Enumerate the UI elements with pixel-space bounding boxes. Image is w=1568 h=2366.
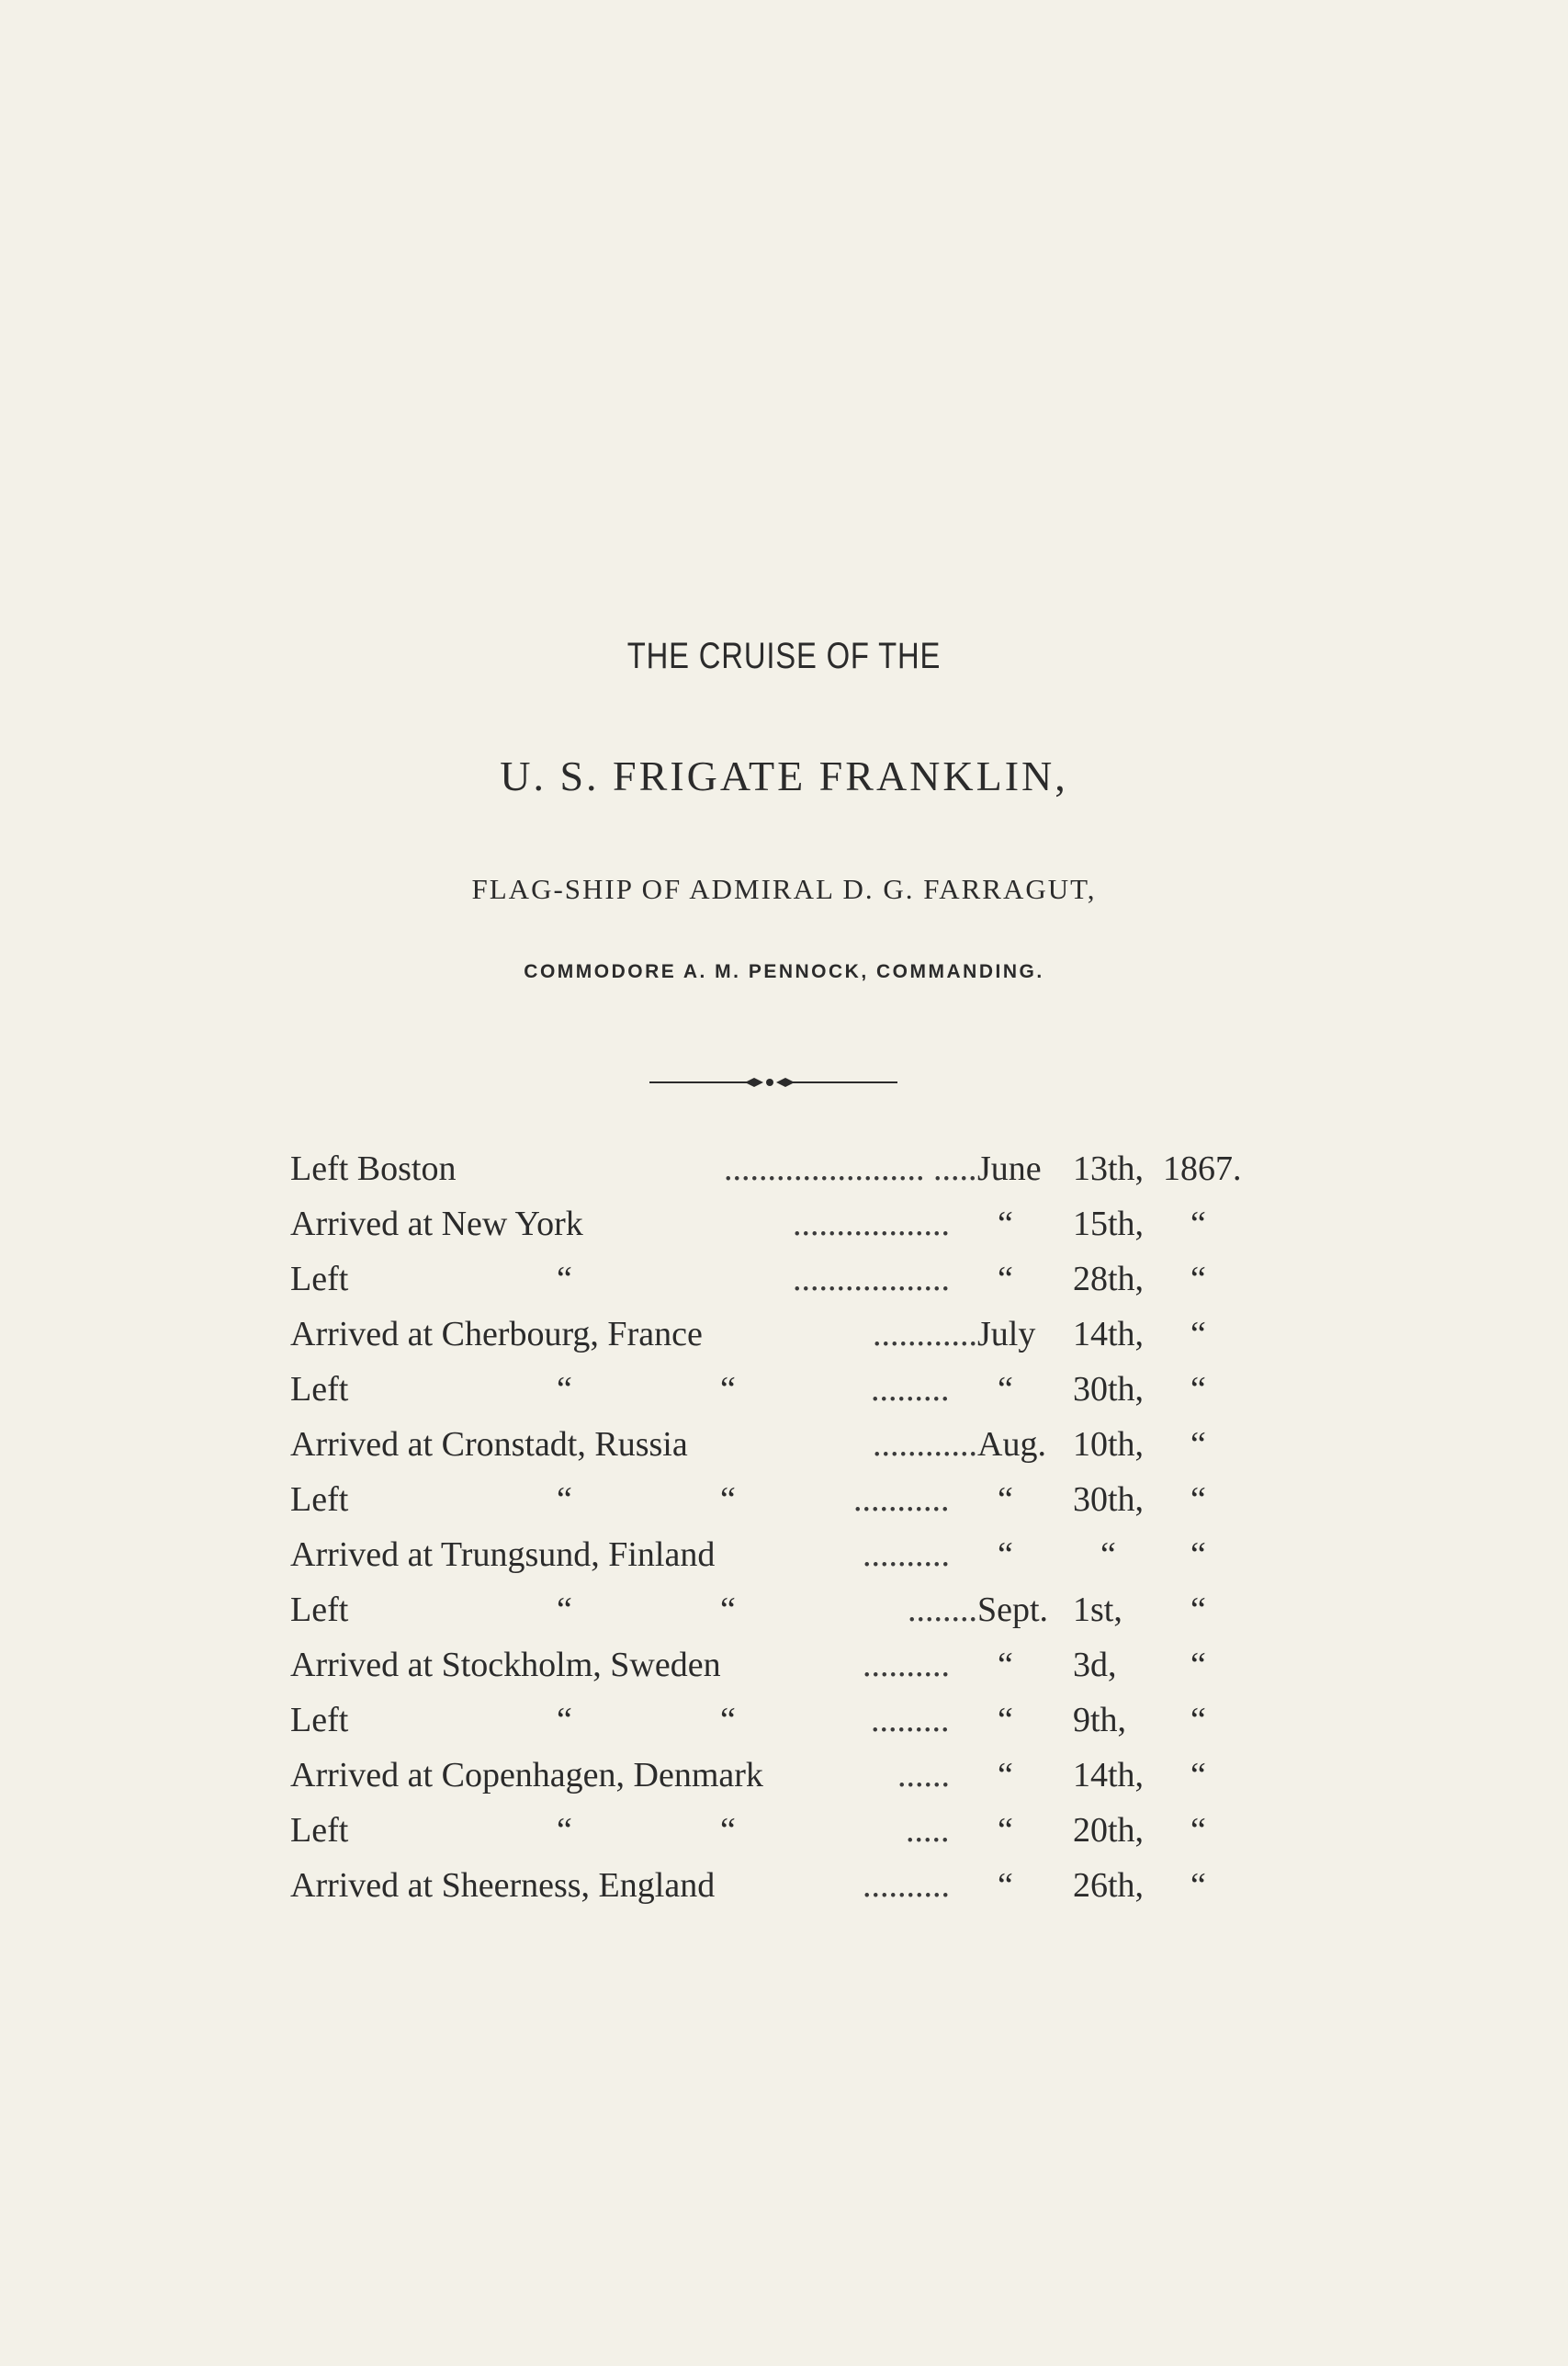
itinerary-place: Left — [290, 1370, 349, 1409]
itinerary-row — [290, 1259, 1273, 1314]
itinerary-leader-dots: ........... — [853, 1480, 950, 1519]
itinerary-month: “ — [998, 1480, 1013, 1519]
title-flagship: FLAG-SHIP OF ADMIRAL D. G. FARRAGUT, — [471, 873, 1097, 905]
itinerary-place: Left — [290, 1480, 349, 1519]
itinerary-leader-dots: ............ — [873, 1315, 977, 1353]
itinerary-place: Arrived at New York — [290, 1205, 583, 1243]
itinerary-ditto: “ — [557, 1370, 572, 1409]
itinerary-year: “ — [1190, 1866, 1206, 1905]
itinerary-month: “ — [998, 1260, 1013, 1298]
itinerary-day: 10th, — [1073, 1425, 1145, 1464]
itinerary-row — [290, 1424, 1273, 1479]
title-line-1: THE CRUISE OF THE — [626, 636, 942, 676]
itinerary-year: “ — [1190, 1701, 1206, 1739]
itinerary-row — [290, 1369, 1273, 1424]
itinerary-day: 3d, — [1073, 1646, 1117, 1684]
itinerary-place: Left — [290, 1701, 349, 1739]
itinerary-place: Left — [290, 1811, 349, 1850]
itinerary-place: Left — [290, 1260, 349, 1298]
itinerary-leader-dots: ............ — [873, 1425, 977, 1464]
itinerary-leader-dots: .......... — [863, 1535, 950, 1574]
itinerary-year: “ — [1190, 1535, 1206, 1574]
itinerary-year: “ — [1190, 1646, 1206, 1684]
itinerary-month: “ — [998, 1370, 1013, 1409]
itinerary-ditto: “ — [557, 1701, 572, 1739]
itinerary-day: “ — [1100, 1535, 1116, 1574]
itinerary-place: Arrived at Trungsund, Finland — [290, 1535, 716, 1574]
itinerary-year: 1867. — [1163, 1149, 1242, 1188]
itinerary-day: 9th, — [1073, 1701, 1127, 1739]
itinerary-leader-dots: .......... — [863, 1646, 950, 1684]
itinerary-year: “ — [1190, 1811, 1206, 1850]
itinerary-year: “ — [1190, 1480, 1206, 1519]
itinerary-ditto: “ — [720, 1811, 736, 1850]
title-ship-name: U. S. FRIGATE FRANKLIN, — [500, 753, 1068, 799]
itinerary-ditto: “ — [557, 1260, 572, 1298]
itinerary-month: “ — [998, 1811, 1013, 1850]
itinerary-month: “ — [998, 1866, 1013, 1905]
itinerary-leader-dots: ...... — [897, 1756, 950, 1794]
itinerary-row — [290, 1479, 1273, 1534]
itinerary-day: 13th, — [1073, 1149, 1145, 1188]
itinerary-leader-dots: ......... — [871, 1701, 950, 1739]
itinerary-month: “ — [998, 1205, 1013, 1243]
itinerary-year: “ — [1190, 1205, 1206, 1243]
itinerary-leader-dots: .......... — [863, 1866, 950, 1905]
itinerary-leader-dots: ........ — [908, 1591, 977, 1629]
itinerary-month: Sept. — [977, 1591, 1049, 1629]
itinerary-place: Left — [290, 1591, 349, 1629]
itinerary-row — [290, 1590, 1273, 1645]
itinerary-place: Arrived at Cronstadt, Russia — [290, 1425, 688, 1464]
itinerary-month: “ — [998, 1701, 1013, 1739]
itinerary-day: 26th, — [1073, 1866, 1145, 1905]
title-commodore: COMMODORE A. M. PENNOCK, COMMANDING. — [524, 961, 1044, 982]
itinerary-row — [290, 1149, 1273, 1204]
itinerary-day: 14th, — [1073, 1315, 1145, 1353]
itinerary-month: July — [977, 1315, 1036, 1353]
itinerary-row — [290, 1204, 1273, 1259]
itinerary-place: Left Boston — [290, 1149, 457, 1188]
itinerary-ditto: “ — [557, 1480, 572, 1519]
itinerary-table — [290, 1149, 1273, 1920]
itinerary-day: 30th, — [1073, 1370, 1145, 1409]
itinerary-place: Arrived at Cherbourg, France — [290, 1315, 703, 1353]
itinerary-ditto: “ — [720, 1370, 736, 1409]
itinerary-day: 30th, — [1073, 1480, 1145, 1519]
itinerary-row — [290, 1810, 1273, 1865]
itinerary-leader-dots: .................. — [793, 1205, 950, 1243]
itinerary-row — [290, 1755, 1273, 1810]
itinerary-row — [290, 1865, 1273, 1920]
itinerary-leader-dots: ..... — [906, 1811, 950, 1850]
itinerary-month: “ — [998, 1535, 1013, 1574]
ornament-divider-icon — [649, 1073, 897, 1092]
itinerary-place: Arrived at Stockholm, Sweden — [290, 1646, 721, 1684]
itinerary-ditto: “ — [720, 1591, 736, 1629]
itinerary-year: “ — [1190, 1370, 1206, 1409]
itinerary-row — [290, 1700, 1273, 1755]
itinerary-ditto: “ — [720, 1701, 736, 1739]
itinerary-month: “ — [998, 1646, 1013, 1684]
itinerary-leader-dots: .................. — [793, 1260, 950, 1298]
itinerary-row — [290, 1645, 1273, 1700]
itinerary-day: 28th, — [1073, 1260, 1145, 1298]
itinerary-ditto: “ — [557, 1811, 572, 1850]
itinerary-place: Arrived at Sheerness, England — [290, 1866, 716, 1905]
itinerary-place: Arrived at Copenhagen, Denmark — [290, 1756, 763, 1794]
itinerary-leader-dots: ......... — [871, 1370, 950, 1409]
itinerary-month: Aug. — [977, 1425, 1046, 1464]
itinerary-month: “ — [998, 1756, 1013, 1794]
itinerary-day: 1st, — [1073, 1591, 1122, 1629]
itinerary-year: “ — [1190, 1425, 1206, 1464]
itinerary-month: June — [977, 1149, 1042, 1188]
itinerary-day: 20th, — [1073, 1811, 1145, 1850]
itinerary-year: “ — [1190, 1591, 1206, 1629]
itinerary-row — [290, 1534, 1273, 1590]
itinerary-row — [290, 1314, 1273, 1369]
itinerary-year: “ — [1190, 1756, 1206, 1794]
itinerary-ditto: “ — [720, 1480, 736, 1519]
itinerary-leader-dots: ....................... ..... — [724, 1149, 977, 1188]
itinerary-ditto: “ — [557, 1591, 572, 1629]
itinerary-day: 15th, — [1073, 1205, 1145, 1243]
itinerary-year: “ — [1190, 1315, 1206, 1353]
itinerary-year: “ — [1190, 1260, 1206, 1298]
itinerary-day: 14th, — [1073, 1756, 1145, 1794]
